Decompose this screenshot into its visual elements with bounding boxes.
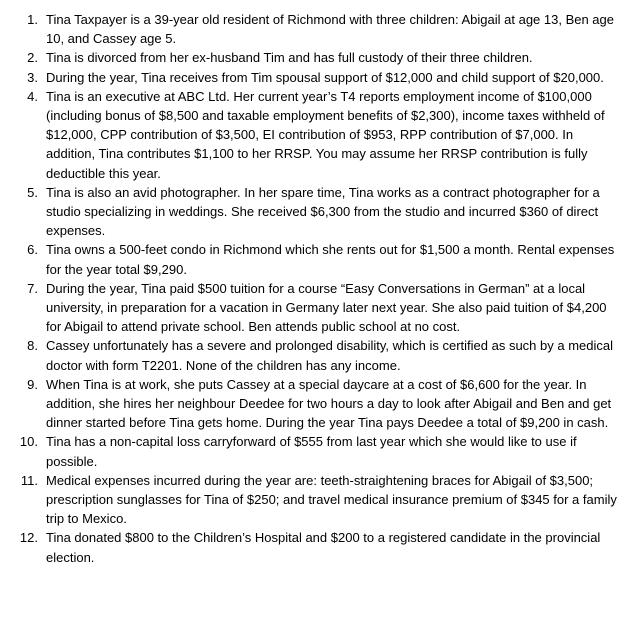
item-number: 10. bbox=[19, 434, 38, 450]
item-number: 9. bbox=[27, 376, 38, 392]
list-item-6 bbox=[0, 240, 619, 278]
list-item-3 bbox=[0, 68, 619, 87]
list-item-2 bbox=[0, 48, 619, 67]
item-text: Tina owns a 500-feet condo in Richmond which she rents out for $1,500 a month. Rental expenses for the year total $9,290. bbox=[46, 242, 615, 277]
list-item-9 bbox=[0, 375, 619, 433]
item-number: 11. bbox=[20, 472, 38, 488]
item-number: 12. bbox=[19, 530, 38, 546]
list-item-1 bbox=[0, 10, 619, 48]
item-text: Tina is divorced from her ex-husband Tim and has full custody of their three children. bbox=[46, 50, 533, 66]
item-number: 2. bbox=[27, 50, 38, 66]
list-item-7 bbox=[0, 279, 619, 337]
list-item-12 bbox=[0, 528, 619, 566]
list-item-8 bbox=[0, 336, 619, 374]
list-item-5 bbox=[0, 183, 619, 241]
list-item-11 bbox=[0, 471, 619, 529]
item-number: 3. bbox=[27, 69, 38, 85]
list-item-4 bbox=[0, 87, 619, 183]
item-text: Cassey unfortunately has a severe and prolonged disability, which is certified as such by a medical doctor with form T2201. None of the children has any income. bbox=[46, 338, 614, 373]
item-number: 5. bbox=[27, 184, 38, 200]
item-number: 4. bbox=[27, 88, 38, 104]
item-number: 8. bbox=[27, 338, 38, 354]
item-text: Tina donated $800 to the Children’s Hospital and $200 to a registered candidate in the provincial election. bbox=[46, 530, 601, 565]
item-text: Tina Taxpayer is a 39-year old resident of Richmond with three children: Abigail at age 13, Ben age 10, and Cassey age 5. bbox=[46, 12, 615, 47]
item-text: During the year, Tina paid $500 tuition for a course “Easy Conversations in German” at a local university, in preparation for a vacation in Germany later next year. She also paid tuition of $4,200 for Abigail to attend private school. Ben attends public school at no cost. bbox=[46, 280, 607, 335]
item-number: 1. bbox=[27, 12, 38, 27]
item-number: 7. bbox=[27, 280, 38, 296]
list-item-10 bbox=[0, 432, 619, 470]
item-text: When Tina is at work, she puts Cassey at a special daycare at a cost of $6,600 for the year. In addition, she hires her neighbour Deedee for two hours a day to look after Abigail and Ben and get dinner started before Tina gets home. During the year Tina pays Deedee a total of $9,200 in cash. bbox=[46, 376, 612, 431]
item-text: Tina has a non-capital loss carryforward of $555 from last year which she would like to use if possible. bbox=[46, 434, 577, 469]
item-text: Tina is also an avid photographer. In her spare time, Tina works as a contract photographer for a studio specializing in weddings. She received $6,300 from the studio and incurred $360 of direct expenses. bbox=[46, 184, 600, 239]
numbered-list bbox=[0, 10, 619, 567]
item-text: During the year, Tina receives from Tim spousal support of $12,000 and child support of $20,000. bbox=[46, 69, 604, 85]
item-number: 6. bbox=[27, 242, 38, 258]
item-text: Medical expenses incurred during the year are: teeth-straightening braces for Abigail of $3,500; prescription sunglasses for Tina of $250; and travel medical insurance premium of $345 for a family trip to Mexico. bbox=[46, 472, 617, 527]
item-text: Tina is an executive at ABC Ltd. Her current year’s T4 reports employment income of $100,000 (including bonus of $8,500 and taxable employment benefits of $2,300), income taxes withheld of $12,000, CPP contribution of $3,500, EI contribution of $953, RPP contribution of $7,000. In addition, Tina contributes $1,100 to her RRSP. You may assume her RRSP contribution is fully deductible this year. bbox=[46, 88, 605, 181]
